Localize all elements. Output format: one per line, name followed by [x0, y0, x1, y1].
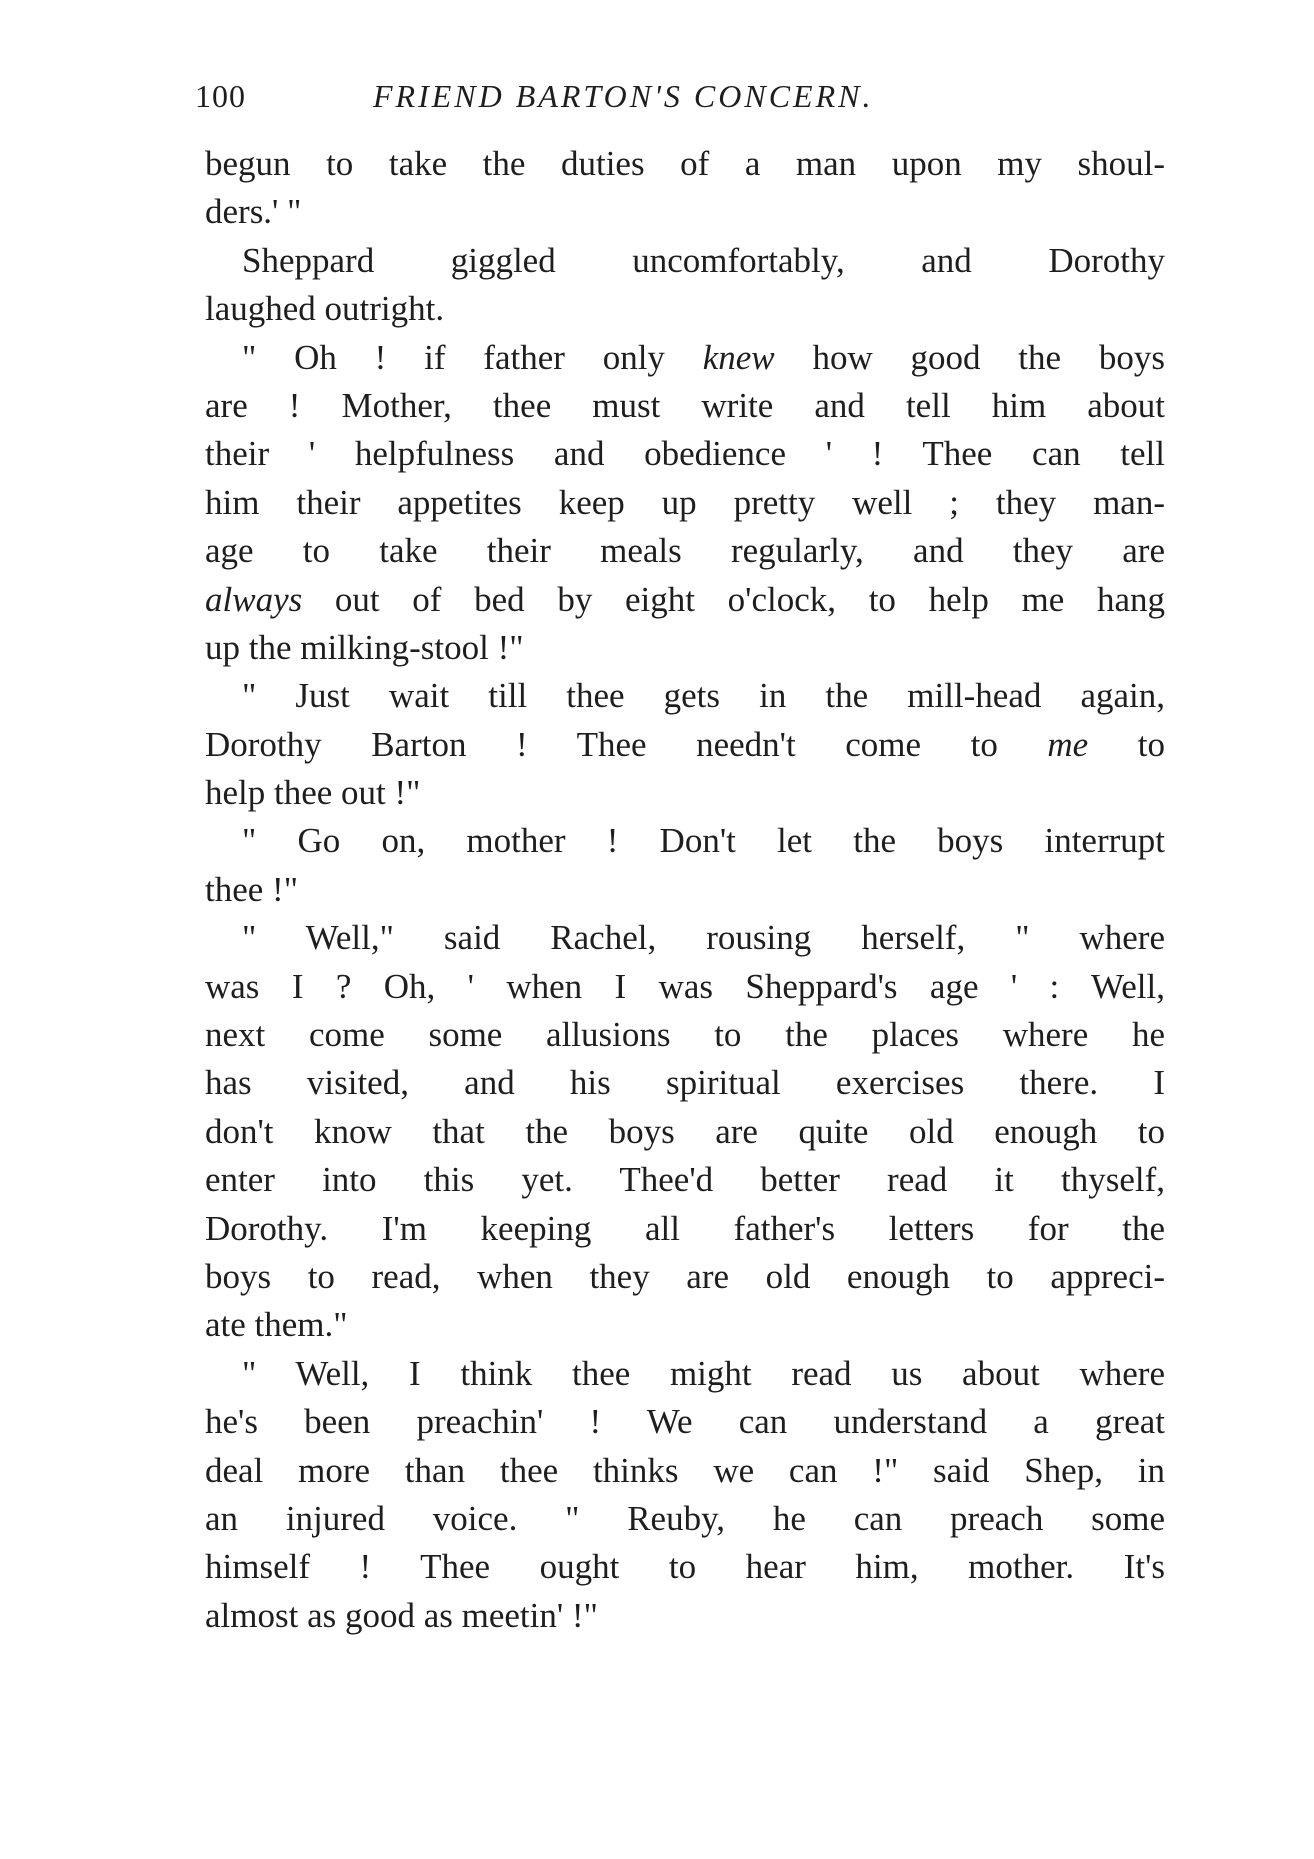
text-line	[205, 576, 1165, 624]
text-segment: enter into this yet. Thee'd better read it thyself,	[205, 1160, 1165, 1200]
text-line	[205, 479, 1165, 527]
text-segment: was I ? Oh, ' when I was Sheppard's age ' : Well,	[205, 966, 1165, 1006]
text-segment: help thee out !"	[205, 773, 421, 813]
text-line	[205, 1543, 1165, 1591]
text-segment: " Go on, mother ! Don't let the boys interrupt	[242, 821, 1165, 861]
text-segment: to	[1088, 724, 1165, 764]
text-line	[205, 1205, 1165, 1253]
text-segment: out of bed by eight o'clock, to help me hang	[302, 579, 1165, 619]
text-segment: Sheppard giggled uncomfortably, and Dorothy	[242, 240, 1165, 280]
text-segment: up the milking-stool !"	[205, 627, 524, 667]
text-segment: him their appetites keep up pretty well ; they man-	[205, 482, 1165, 522]
text-line	[205, 866, 1165, 914]
text-line	[205, 188, 1165, 236]
text-segment: himself ! Thee ought to hear him, mother. It's	[205, 1547, 1165, 1587]
text-line	[205, 382, 1165, 430]
text-line	[205, 285, 1165, 333]
text-line	[205, 769, 1165, 817]
text-line	[205, 672, 1165, 720]
emphasized-word: knew	[702, 337, 775, 377]
text-line	[205, 1108, 1165, 1156]
text-line	[205, 1301, 1165, 1349]
text-line	[205, 1156, 1165, 1204]
text-segment: next come some allusions to the places where he	[205, 1015, 1165, 1055]
page-header	[195, 78, 1175, 122]
text-segment: " Well, I think thee might read us about where	[242, 1353, 1165, 1393]
text-line	[205, 430, 1165, 478]
emphasized-word: me	[1047, 724, 1089, 764]
page-number: 100	[195, 78, 246, 114]
text-segment: ate them."	[205, 1305, 348, 1345]
text-line	[205, 1398, 1165, 1446]
text-segment: he's been preachin' ! We can understand a great	[205, 1402, 1165, 1442]
text-line	[205, 1350, 1165, 1398]
text-line	[205, 1592, 1165, 1640]
text-line	[205, 237, 1165, 285]
text-segment: age to take their meals regularly, and they are	[205, 531, 1165, 571]
text-line	[205, 334, 1165, 382]
text-line	[205, 817, 1165, 865]
text-segment: has visited, and his spiritual exercises there. I	[205, 1063, 1165, 1103]
text-segment: Dorothy Barton ! Thee needn't come to	[205, 724, 1048, 764]
text-line	[205, 721, 1165, 769]
text-segment: " Well," said Rachel, rousing herself, " where	[242, 918, 1165, 958]
text-line	[205, 914, 1165, 962]
running-title: FRIEND BARTON'S CONCERN.	[373, 78, 874, 114]
text-segment: boys to read, when they are old enough to appreci-	[205, 1256, 1165, 1296]
text-segment: ders.' "	[205, 192, 302, 232]
text-line	[205, 624, 1165, 672]
text-segment: thee !"	[205, 869, 298, 909]
text-segment: " Just wait till thee gets in the mill-head again,	[242, 676, 1165, 716]
text-segment: deal more than thee thinks we can !" said Shep, in	[205, 1450, 1165, 1490]
text-segment: begun to take the duties of a man upon my shoul-	[205, 144, 1165, 183]
text-line	[205, 1059, 1165, 1107]
text-line	[205, 963, 1165, 1011]
body-text	[205, 140, 1165, 1640]
text-segment: how good the boys	[774, 337, 1165, 377]
text-segment: " Oh ! if father only	[242, 337, 703, 377]
text-line	[205, 1011, 1165, 1059]
text-segment: laughed outright.	[205, 289, 445, 329]
text-line	[205, 140, 1165, 188]
text-line	[205, 1447, 1165, 1495]
text-segment: Dorothy. I'm keeping all father's letters for the	[205, 1208, 1165, 1248]
text-line	[205, 1253, 1165, 1301]
text-segment: almost as good as meetin' !"	[205, 1595, 598, 1635]
text-line	[205, 1495, 1165, 1543]
text-segment: are ! Mother, thee must write and tell him about	[205, 385, 1165, 425]
text-segment: their ' helpfulness and obedience ' ! Thee can tell	[205, 434, 1165, 474]
text-segment: an injured voice. " Reuby, he can preach some	[205, 1498, 1165, 1538]
text-segment: don't know that the boys are quite old enough to	[205, 1111, 1165, 1151]
text-line	[205, 527, 1165, 575]
emphasized-word: always	[205, 579, 303, 619]
